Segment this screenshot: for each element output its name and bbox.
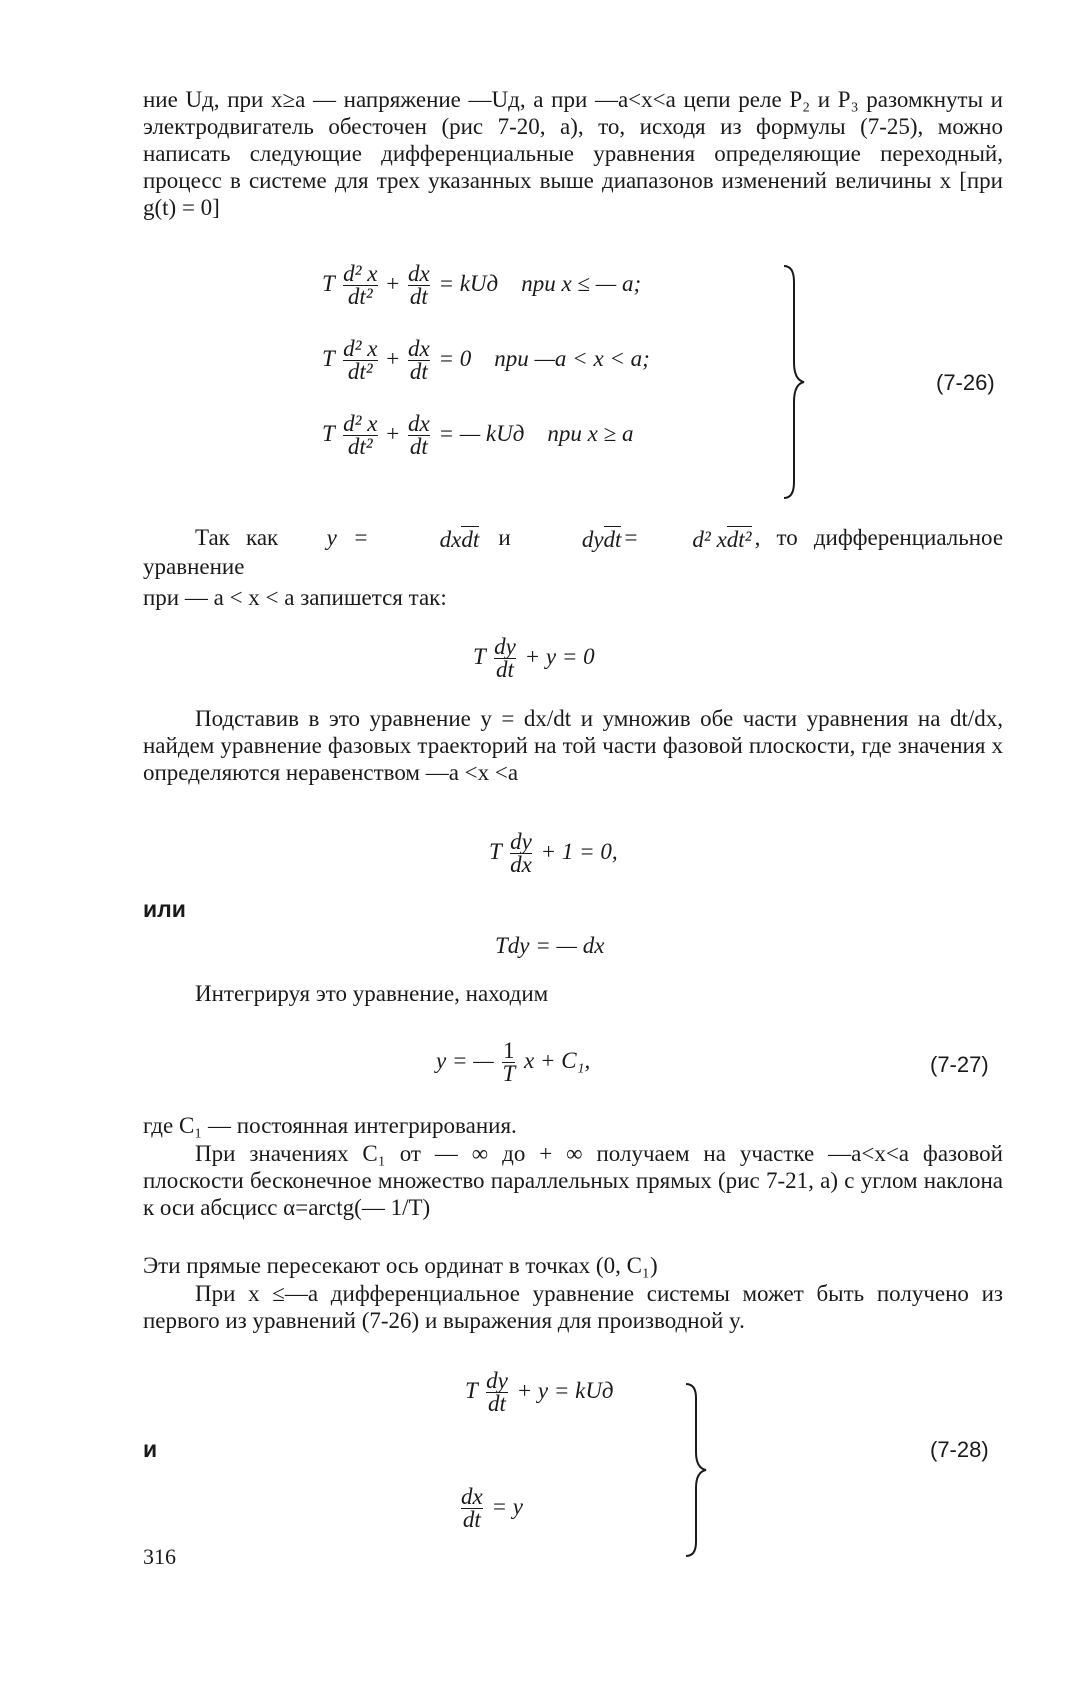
equation-7-26-line-3: T $\frac{\text{d² x}}{\text{dt²}}$ + $\frac{dx}{dt}$ = — kUд при x ≥ a — [322, 411, 634, 459]
equation-number-7-26: (7-26) — [936, 370, 995, 395]
equation-tdy: Tdy = — dx — [495, 933, 605, 958]
equation-7-28-line-1: T $\frac{dy}{dt}$ + y = kUд — [465, 1368, 614, 1416]
paragraph-since-line-2: при — a < x < a запишется так: — [143, 585, 447, 610]
equation-number-7-27: (7-27) — [930, 1052, 989, 1077]
equation-phase-b: T $\frac{dy}{dx}$ + 1 = 0, — [489, 829, 618, 877]
paragraph-intro: ние Uд, при x≥a — напряжение —Uд, а при —a<x<a цепи реле P₂ и P₃ разомкнуты и электродвигатель обесточен (рис 7-20, а), то, исходя из формулы (7-25), можно написать следующие дифференциальные уравнения определяющие переходный, процесс в системе для трех указанных выше диапазонов изменений величины x [при g(t) = 0] — [143, 87, 1003, 220]
paragraph-integrating: Интегрируя это уравнение, находим — [195, 981, 549, 1006]
equation-7-26-line-1: T $\frac{\text{d² x}}{\text{dt²}}$ + $\frac{dx}{dt}$ = kUд при x ≤ — a; — [322, 261, 642, 309]
word-or: или — [143, 896, 186, 922]
equation-number-7-28: (7-28) — [930, 1437, 989, 1462]
equation-7-27: y = — $\frac{1}{T}$ x + C₁, — [436, 1038, 591, 1086]
right-brace-7-26 — [780, 262, 810, 502]
right-brace-7-28 — [682, 1380, 712, 1560]
page-number: 316 — [143, 1544, 176, 1569]
equation-7-28-line-2: $\frac{dx}{dt}$ = y — [461, 1484, 523, 1532]
paragraph-lines-intersect: Эти прямые пересекают ось ординат в точках (0, C₁) — [143, 1253, 658, 1278]
equation-phase-a: T $\frac{dy}{dt}$ + y = 0 — [473, 634, 595, 682]
equation-7-26-line-2: T $\frac{\text{d² x}}{\text{dt²}}$ + $\frac{dx}{dt}$ = 0 при —a < x < a; — [322, 336, 650, 384]
paragraph-when-x-le-a: При x ≤—a дифференциальное уравнение системы может быть получено из первого из уравнений (7-26) и выражения для производной y. — [143, 1281, 1003, 1333]
paragraph-since: Так как y = dxdt и dydt = d² xdt² , то дифференциальное уравнение — [143, 525, 1004, 580]
paragraph-constant: где C₁ — постоянная интегрирования. — [143, 1113, 517, 1138]
paragraph-values-c1: При значениях C₁ от — ∞ до + ∞ получаем на участке —a<x<a фазовой плоскости бесконечное множество параллельных прямых (рис 7-21, а) с углом наклона к оси абсцисс α=arctg(— 1/T) — [143, 1141, 1003, 1220]
paragraph-substitute: Подставив в это уравнение y = dx/dt и умножив обе части уравнения на dt/dx, найдем уравнение фазовых траекторий на той части фазовой плоскости, где значения x определяются неравенством —a <x <a — [143, 706, 1003, 785]
word-and: и — [143, 1436, 158, 1462]
